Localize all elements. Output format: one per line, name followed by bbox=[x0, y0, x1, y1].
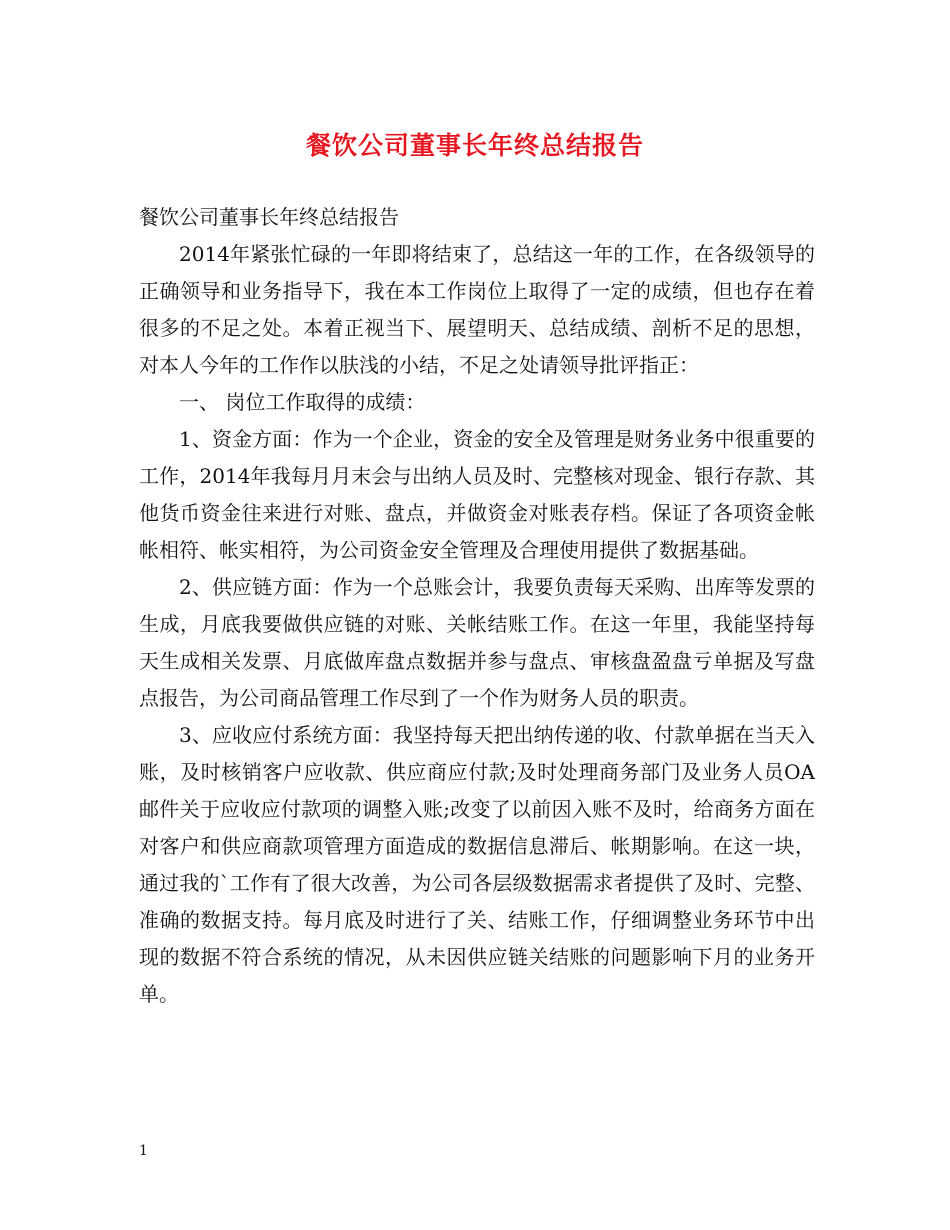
document-body bbox=[139, 199, 815, 1013]
section-heading-achievements: 一、 岗位工作取得的成绩： bbox=[179, 390, 426, 414]
paragraph-funds: 1、资金方面：作为一个企业，资金的安全及管理是财务业务中很重要的工作，2014年我每月月末会与出纳人员及时、完整核对现金、银行存款、其他货币资金往来进行对账、盘点，并做资金对账表存档。保证了各项资金帐帐相符、帐实相符，为公司资金安全管理及合理使用提供了数据基础。 bbox=[139, 427, 815, 562]
paragraph-receivables-payables: 3、应收应付系统方面：我坚持每天把出纳传递的收、付款单据在当天入账，及时核销客户应收款、供应商应付款;及时处理商务部门及业务人员OA邮件关于应收应付款项的调整入账;改变了以前因入账不及时，给商务方面在对客户和供应商款项管理方面造成的数据信息滞后、帐期影响。在这一块，通过我的`工作有了很大改善，为公司各层级数据需求者提供了及时、完整、准确的数据支持。每月底及时进行了关、结账工作，仔细调整业务环节中出现的数据不符合系统的情况，从未因供应链关结账的问题影响下月的业务开单。 bbox=[139, 723, 815, 1006]
paragraph-supply-chain: 2、供应链方面：作为一个总账会计，我要负责每天采购、出库等发票的生成，月底我要做供应链的对账、关帐结账工作。在这一年里，我能坚持每天生成相关发票、月底做库盘点数据并参与盘点、审核盘盈盘亏单据及写盘点报告，为公司商品管理工作尽到了一个作为财务人员的职责。 bbox=[139, 575, 815, 710]
document-subtitle: 餐饮公司董事长年终总结报告 bbox=[139, 205, 399, 229]
page-number: 1 bbox=[139, 1143, 148, 1159]
paragraph-intro: 2014年紧张忙碌的一年即将结束了，总结这一年的工作，在各级领导的正确领导和业务指导下，我在本工作岗位上取得了一定的成绩，但也存在着很多的不足之处。本着正视当下、展望明天、总结成绩、剖析不足的思想，对本人今年的工作作以肤浅的小结，不足之处请领导批评指正： bbox=[139, 242, 815, 377]
document-title: 餐饮公司董事长年终总结报告 bbox=[305, 131, 644, 160]
